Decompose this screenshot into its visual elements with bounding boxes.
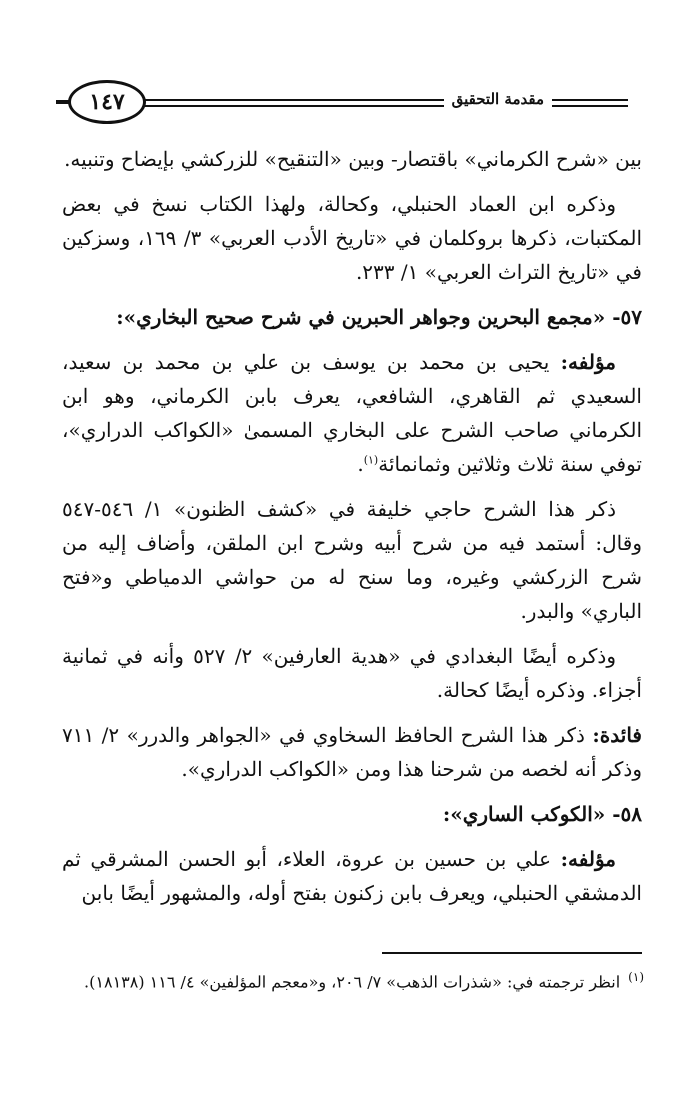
footnote (62, 962, 644, 997)
paragraph-2: وذكره ابن العماد الحنبلي، وكحالة، ولهذا الكتاب نسخ في بعض المكتبات، ذكرها بروكلمان في «تاريخ الأدب العربي» ٣/ ١٦٩، وسزكين في «تاريخ التراث العربي» ١/ ٢٣٣. (62, 192, 642, 284)
running-title: مقدمة التحقيق (444, 90, 552, 108)
header-rule-bottom (140, 105, 628, 107)
author-text-end: . (357, 452, 364, 476)
paragraph-author-57 (62, 345, 642, 481)
main-text (62, 142, 642, 921)
author-label-58: مؤلفه: (560, 847, 617, 871)
paragraph-1: بين «شرح الكرماني» باقتصار- وبين «التنقيح» للزركشي بإيضاح وتنبيه. (64, 147, 642, 171)
page-header (60, 78, 628, 134)
author-text: يحيى بن محمد بن يوسف بن علي بن محمد بن سعيد، السعيدي ثم القاهري، الشافعي، يعرف بابن الكرماني، وهو ابن الكرماني صاحب الشرح على البخاري المسمىٰ «الكواكب الدراري»، توفي سنة ثلاث وثلاثين وثمانمائة (62, 350, 642, 476)
paragraph-author-58 (62, 842, 642, 910)
footnote-text: انظر ترجمته في: «شذرات الذهب» ٧/ ٢٠٦، و«معجم المؤلفين» ٤/ ١١٦ (١٨١٣٨). (84, 972, 621, 992)
entry-58-title: ٥٨- «الكوكب الساري»: (442, 802, 642, 826)
footnote-rule (382, 952, 642, 954)
page-number: ١٤٧ (68, 80, 146, 124)
paragraph-6: وذكره أيضًا البغدادي في «هدية العارفين» ٢/ ٥٢٧ وأنه في ثمانية أجزاء. وذكره أيضًا كحالة. (62, 644, 642, 702)
benefit-text: ذكر هذا الشرح الحافظ السخاوي في «الجواهر والدرر» ٢/ ٧١١ وذكر أنه لخصه من شرحنا هذا ومن «الكواكب الدراري». (62, 723, 642, 781)
author-label: مؤلفه: (560, 350, 617, 374)
benefit-label: فائدة: (592, 723, 642, 747)
author-text-58: علي بن حسين بن عروة، العلاء، أبو الحسن المشرقي ثم الدمشقي الحنبلي، ويعرف بابن زكنون بفتح أوله، والمشهور أيضًا بابن (62, 847, 642, 905)
entry-57-title: ٥٧- «مجمع البحرين وجواهر الحبرين في شرح صحيح البخاري»: (116, 305, 642, 329)
paragraph-benefit (62, 718, 642, 786)
paragraph-5: ذكر هذا الشرح حاجي خليفة في «كشف الظنون» ١/ ٥٤٦-٥٤٧ وقال: أستمد فيه من شرح أبيه وشرح ابن الملقن، وأضاف إليه من شرح الزركشي وغيره، وما سنح له من حواشي الدمياطي و«فتح الباري» والبدر. (62, 497, 642, 623)
footnote-ref[interactable]: (١) (363, 453, 379, 467)
footnote-number: (١) (628, 970, 644, 984)
header-rule-top (140, 99, 628, 101)
